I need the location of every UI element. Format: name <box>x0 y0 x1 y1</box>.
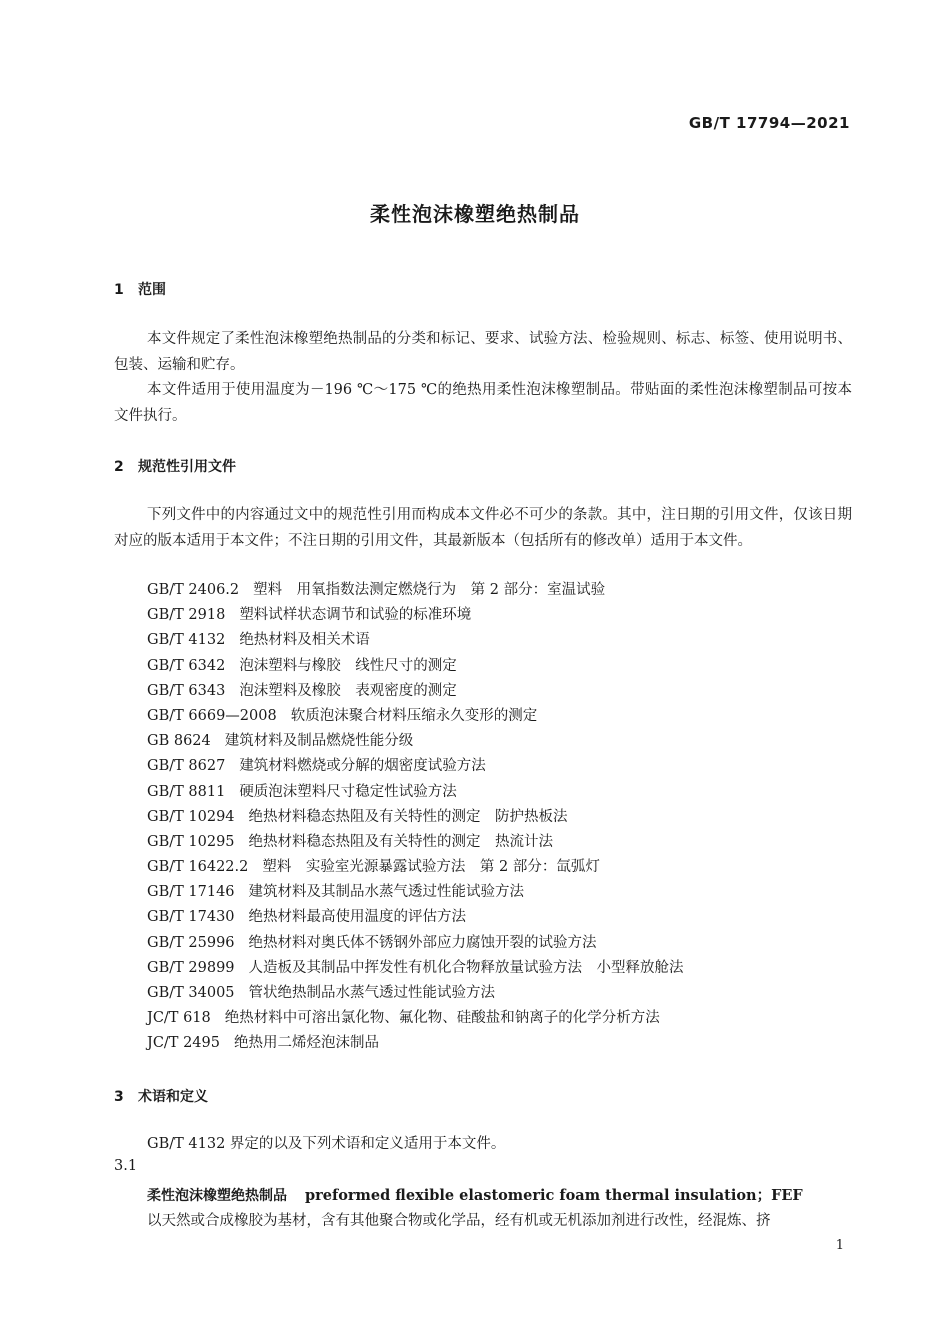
reference-title: 泡沫塑料及橡胶 表观密度的测定 <box>239 682 457 699</box>
reference-code: JC/T 618 <box>147 1010 211 1027</box>
reference-item <box>147 956 684 981</box>
reference-code: GB/T 25996 <box>147 934 235 951</box>
section-1-heading <box>114 279 166 299</box>
reference-title: 绝热材料中可溶出氯化物、氟化物、硅酸盐和钠离子的化学分析方法 <box>224 1010 660 1027</box>
reference-item <box>147 780 684 805</box>
reference-code: GB/T 29899 <box>147 959 235 976</box>
reference-title: 人造板及其制品中挥发性有机化合物释放量试验方法 小型释放舱法 <box>248 959 684 976</box>
reference-code: GB/T 4132 <box>147 632 226 649</box>
term-english: preformed flexible elastomeric foam thermal insulation；FEF <box>305 1187 803 1204</box>
reference-code: GB/T 2406.2 <box>147 582 240 598</box>
reference-item <box>147 729 684 754</box>
reference-title: 绝热材料对奥氏体不锈钢外部应力腐蚀开裂的试验方法 <box>248 934 597 951</box>
reference-item <box>147 704 684 729</box>
reference-title: 绝热材料稳态热阻及有关特性的测定 防护热板法 <box>248 808 568 825</box>
reference-item <box>147 578 684 603</box>
reference-title: 软质泡沫聚合材料压缩永久变形的测定 <box>290 707 538 724</box>
term-definition: 以天然或合成橡胶为基材，含有其他聚合物或化学品，经有机或无机添加剂进行改性，经混炼、挤 <box>147 1213 771 1229</box>
reference-code: GB/T 2918 <box>147 607 226 624</box>
reference-item <box>147 628 684 653</box>
reference-code: JC/T 2495 <box>147 1035 220 1052</box>
reference-title: 管状绝热制品水蒸气透过性能试验方法 <box>248 985 496 1001</box>
reference-code: GB/T 8811 <box>147 783 226 800</box>
reference-title: 绝热用二烯烃泡沫制品 <box>233 1035 379 1052</box>
reference-title: 绝热材料及相关术语 <box>239 632 370 649</box>
section-title: 规范性引用文件 <box>138 459 236 475</box>
reference-code: GB/T 16422.2 <box>147 859 249 876</box>
reference-code: GB 8624 <box>147 733 211 750</box>
page-number: 1 <box>835 1238 844 1253</box>
section-title: 范围 <box>138 282 166 298</box>
section-number: 3 <box>114 1089 124 1105</box>
reference-item <box>147 830 684 855</box>
reference-item <box>147 679 684 704</box>
section-3-heading <box>114 1086 208 1106</box>
reference-title: 泡沫塑料与橡胶 线性尺寸的测定 <box>239 657 457 674</box>
reference-title: 建筑材料及制品燃烧性能分级 <box>224 733 414 750</box>
reference-item <box>147 1031 684 1056</box>
document-title: 柔性泡沫橡塑绝热制品 <box>370 202 580 226</box>
reference-code: GB/T 6342 <box>147 657 226 674</box>
reference-title: 塑料试样状态调节和试验的标准环境 <box>239 607 472 624</box>
terms-intro-paragraph: GB/T 4132 界定的以及下列术语和定义适用于本文件。 <box>147 1136 506 1152</box>
reference-title: 建筑材料及其制品水蒸气透过性能试验方法 <box>248 884 525 901</box>
reference-code: GB/T 17146 <box>147 884 235 901</box>
section-number: 1 <box>114 282 124 298</box>
reference-code: GB/T 6669—2008 <box>147 707 277 724</box>
reference-item <box>147 905 684 930</box>
reference-item <box>147 654 684 679</box>
normative-intro-paragraph: 下列文件中的内容通过文中的规范性引用而构成本文件必不可少的条款。其中，注日期的引用文件，仅该日期对应的版本适用于本文件；不注日期的引用文件，其最新版本（包括所有的修改单）适用于本文件。 <box>114 507 852 549</box>
reference-title: 硬质泡沫塑料尺寸稳定性试验方法 <box>239 783 457 800</box>
reference-item <box>147 880 684 905</box>
reference-title: 塑料 用氧指数法测定燃烧行为 第 2 部分：室温试验 <box>253 582 606 598</box>
reference-item <box>147 931 684 956</box>
reference-title: 绝热材料最高使用温度的评估方法 <box>248 909 467 926</box>
reference-code: GB/T 10294 <box>147 808 235 825</box>
reference-title: 建筑材料燃烧或分解的烟密度试验方法 <box>239 758 486 775</box>
reference-title: 塑料 实验室光源暴露试验方法 第 2 部分：氙弧灯 <box>262 859 600 876</box>
reference-code: GB/T 17430 <box>147 909 235 926</box>
section-2-heading <box>114 456 236 476</box>
scope-paragraph-2: 本文件适用于使用温度为－196 ℃～175 ℃的绝热用柔性泡沫橡塑制品。带贴面的柔性泡沫橡塑制品可按本文件执行。 <box>114 382 852 424</box>
reference-code: GB/T 10295 <box>147 833 235 850</box>
reference-title: 绝热材料稳态热阻及有关特性的测定 热流计法 <box>248 833 554 850</box>
reference-item <box>147 855 684 880</box>
reference-item <box>147 603 684 628</box>
reference-code: GB/T 8627 <box>147 758 226 775</box>
scope-paragraph-1: 本文件规定了柔性泡沫橡塑绝热制品的分类和标记、要求、试验方法、检验规则、标志、标签、使用说明书、包装、运输和贮存。 <box>114 331 852 373</box>
reference-item <box>147 1006 684 1031</box>
term-number: 3.1 <box>114 1158 138 1174</box>
reference-code: GB/T 34005 <box>147 985 235 1001</box>
term-chinese: 柔性泡沫橡塑绝热制品 <box>147 1188 287 1204</box>
section-title: 术语和定义 <box>138 1089 208 1105</box>
standard-code: GB/T 17794—2021 <box>688 114 850 132</box>
reference-item <box>147 754 684 779</box>
reference-list <box>147 578 684 1057</box>
section-number: 2 <box>114 459 124 475</box>
term-entry <box>147 1184 803 1205</box>
reference-code: GB/T 6343 <box>147 682 226 699</box>
reference-item <box>147 805 684 830</box>
reference-item <box>147 981 684 1006</box>
